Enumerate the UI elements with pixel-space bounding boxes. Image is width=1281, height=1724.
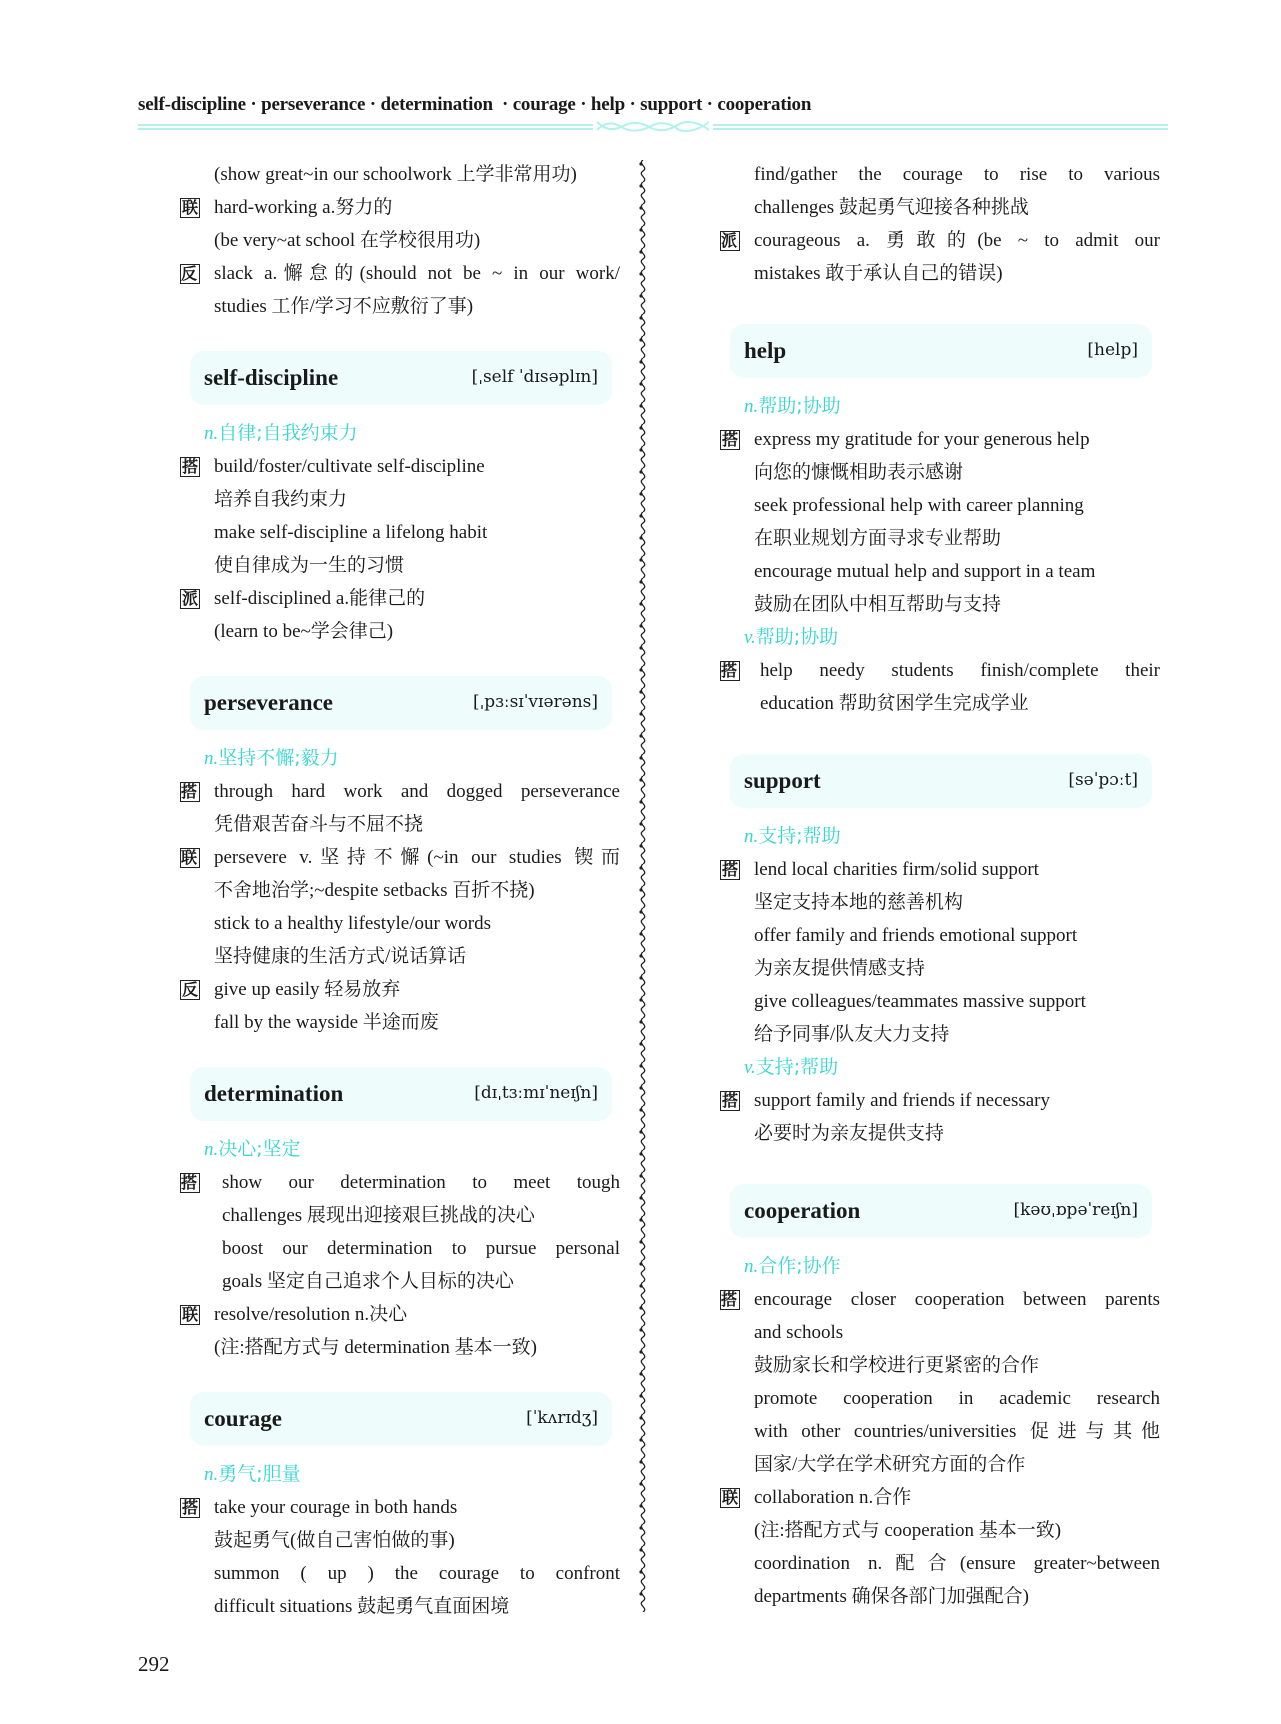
entry-header-support <box>730 754 1152 808</box>
part-of-speech: n.决心;坚定 <box>204 1138 301 1160</box>
translation-line: 坚持健康的生活方式/说话算话 <box>214 946 467 967</box>
headword: help <box>744 338 787 363</box>
related-line: coordination n.配合(ensure greater~between <box>754 1553 1160 1574</box>
translation-line: 使自律成为一生的习惯 <box>214 555 405 576</box>
headword: cooperation <box>744 1198 861 1223</box>
related-tag-icon: 联 <box>181 1305 198 1324</box>
translation-line: 给予同事/队友大力支持 <box>754 1024 950 1045</box>
translation-line: 为亲友提供情感支持 <box>754 958 926 979</box>
collocation-line: 搭 express my gratitude for your generous help <box>721 429 1090 450</box>
translation-line: goals 坚定自己追求个人目标的决心 <box>222 1271 514 1292</box>
pronunciation: [səˈpɔːt] <box>1068 770 1138 790</box>
part-of-speech-noun: n.支持;帮助 <box>744 825 841 847</box>
translation-line: challenges 鼓起勇气迎接各种挑战 <box>754 197 1029 218</box>
part-of-speech: n.自律;自我约束力 <box>204 422 358 444</box>
related-tag-icon: 联 <box>181 198 198 217</box>
collocation-line: 搭 lend local charities firm/solid support <box>721 859 1039 880</box>
derivative-line: 派 self-disciplined a.能律己的 <box>181 588 426 609</box>
collocation-line: 搭 show our determination to meet tough <box>181 1172 620 1193</box>
ornament-icon <box>593 120 713 134</box>
related-line: 联 collaboration n.合作 <box>721 1487 912 1508</box>
antonym-tag-icon: 反 <box>180 264 200 284</box>
entry-header-self-discipline <box>190 351 612 405</box>
headword: courage <box>204 1406 282 1431</box>
pronunciation: [kəʊˌɒpəˈreɪʃn] <box>1013 1200 1138 1220</box>
example-line: (show great~in our schoolwork 上学非常用功) <box>214 164 577 185</box>
collocation-tag-icon: 搭 <box>721 1091 738 1110</box>
note-line: (注:搭配方式与 cooperation 基本一致) <box>754 1520 1062 1541</box>
headword: support <box>744 768 821 793</box>
part-of-speech-verb: v.帮助;协助 <box>744 626 839 648</box>
note-line: (注:搭配方式与 determination 基本一致) <box>214 1337 537 1358</box>
collocation-line: and schools <box>754 1322 844 1343</box>
example-line: mistakes 敢于承认自己的错误) <box>754 263 1003 284</box>
translation-line: 国家/大学在学术研究方面的合作 <box>754 1454 1026 1475</box>
example-line: studies 工作/学习不应敷衍了事) <box>214 296 474 317</box>
collocation-line: 搭 take your courage in both hands <box>181 1497 458 1518</box>
example-line: 不舍地治学;~despite setbacks 百折不挠) <box>214 880 535 901</box>
part-of-speech: n.勇气;胆量 <box>204 1463 301 1485</box>
collocation-line: seek professional help with career planning <box>754 495 1084 516</box>
collocation-line: with other countries/universities 促进与其他 <box>754 1421 1160 1442</box>
collocation-tag-icon: 搭 <box>180 782 200 802</box>
collocation-line: give colleagues/teammates massive support <box>754 991 1086 1012</box>
example-line: departments 确保各部门加强配合) <box>754 1586 1029 1607</box>
collocation-line: 搭 support family and friends if necessary <box>721 1090 1050 1111</box>
antonym-line: 反 give up easily 轻易放弃 <box>181 979 401 1000</box>
collocation-line: 搭 encourage closer cooperation between parents <box>721 1289 1160 1310</box>
collocation-tag-icon: 搭 <box>720 1290 740 1310</box>
related-line: 联 persevere v.坚持不懈(~in our studies 锲而 <box>181 847 620 868</box>
translation-line: 凭借艰苦奋斗与不屈不挠 <box>214 814 424 835</box>
derivative-tag-icon: 派 <box>720 231 740 251</box>
pronunciation: [ˌself ˈdɪsəplɪn] <box>471 367 598 387</box>
translation-line: challenges 展现出迎接艰巨挑战的决心 <box>222 1205 535 1226</box>
translation-line: 在职业规划方面寻求专业帮助 <box>754 528 1002 549</box>
translation-line: 必要时为亲友提供支持 <box>754 1123 945 1144</box>
translation-line: difficult situations 鼓起勇气直面困境 <box>214 1596 510 1617</box>
column-divider <box>636 160 650 1612</box>
collocation-line: offer family and friends emotional support <box>754 925 1078 946</box>
translation-line: 培养自我约束力 <box>214 489 348 510</box>
entry-header-help <box>730 324 1152 378</box>
collocation-line: encourage mutual help and support in a team <box>754 561 1096 582</box>
translation-line: 向您的慷慨相助表示感谢 <box>754 462 964 483</box>
derivative-line: 派 courageous a. 勇敢的(be ~ to admit our <box>721 230 1160 251</box>
headword: determination <box>204 1081 344 1106</box>
example-line: (be very~at school 在学校很用功) <box>214 230 481 251</box>
left-column <box>180 158 620 1623</box>
translation-line: 鼓励家长和学校进行更紧密的合作 <box>754 1355 1040 1376</box>
collocation-tag-icon: 搭 <box>181 457 198 476</box>
translation-line: education 帮助贫困学生完成学业 <box>760 693 1029 714</box>
related-line: 联 hard-working a.努力的 <box>181 197 393 218</box>
translation-line: 鼓励在团队中相互帮助与支持 <box>754 594 1002 615</box>
headword: perseverance <box>204 690 333 715</box>
right-column <box>720 158 1160 1613</box>
antonym-line: fall by the wayside 半途而废 <box>214 1012 439 1033</box>
collocation-tag-icon: 搭 <box>180 1173 200 1193</box>
entry-header-cooperation <box>730 1184 1152 1238</box>
translation-line: 鼓起勇气(做自己害怕做的事) <box>214 1530 455 1551</box>
collocation-line: 搭 help needy students finish/complete their <box>721 660 1160 681</box>
collocation-tag-icon: 搭 <box>181 1498 198 1517</box>
part-of-speech: n.坚持不懈;毅力 <box>204 747 339 769</box>
collocation-line: make self-discipline a lifelong habit <box>214 522 488 543</box>
headword: self-discipline <box>204 365 339 390</box>
collocation-line: boost our determination to pursue personal <box>222 1238 620 1259</box>
part-of-speech: n.合作;协作 <box>744 1255 841 1277</box>
derivative-tag-icon: 派 <box>181 589 198 608</box>
entry-header-determination <box>190 1067 612 1121</box>
example-line: (learn to be~学会律己) <box>214 621 394 642</box>
related-tag-icon: 联 <box>180 848 200 868</box>
related-tag-icon: 联 <box>721 1488 738 1507</box>
entry-header-courage <box>190 1392 612 1446</box>
antonym-line: 反 slack a.懈怠的(should not be ~ in our work/ <box>181 263 620 284</box>
part-of-speech-noun: n.帮助;协助 <box>744 395 841 417</box>
pronunciation: [dɪˌtɜːmɪˈneɪʃn] <box>474 1083 598 1103</box>
part-of-speech-verb: v.支持;帮助 <box>744 1056 839 1078</box>
related-line: 联 resolve/resolution n.决心 <box>181 1304 408 1325</box>
pronunciation: [ˌpɜːsɪˈvɪərəns] <box>473 692 598 712</box>
collocation-tag-icon: 搭 <box>721 860 738 879</box>
collocation-line: summon ( up ) the courage to confront <box>214 1563 620 1584</box>
translation-line: 坚定支持本地的慈善机构 <box>754 892 964 913</box>
entry-header-perseverance <box>190 676 612 730</box>
related-line: stick to a healthy lifestyle/our words <box>214 913 492 934</box>
antonym-tag-icon: 反 <box>181 980 198 999</box>
pronunciation: [ˈkʌrɪdʒ] <box>526 1408 598 1428</box>
pronunciation: [help] <box>1087 340 1138 360</box>
collocation-line: 搭 through hard work and dogged perseverance <box>181 781 620 802</box>
page-number: 292 <box>138 1652 170 1676</box>
running-head: self-discipline · perseverance · determination · courage · help · support · cooperation <box>138 94 812 115</box>
collocation-tag-icon: 搭 <box>721 430 738 449</box>
collocation-line: 搭 build/foster/cultivate self-discipline <box>181 456 485 477</box>
header-rule <box>138 122 1168 132</box>
collocation-line: find/gather the courage to rise to various <box>754 164 1160 185</box>
collocation-tag-icon: 搭 <box>720 661 740 681</box>
collocation-line: promote cooperation in academic research <box>754 1388 1160 1409</box>
